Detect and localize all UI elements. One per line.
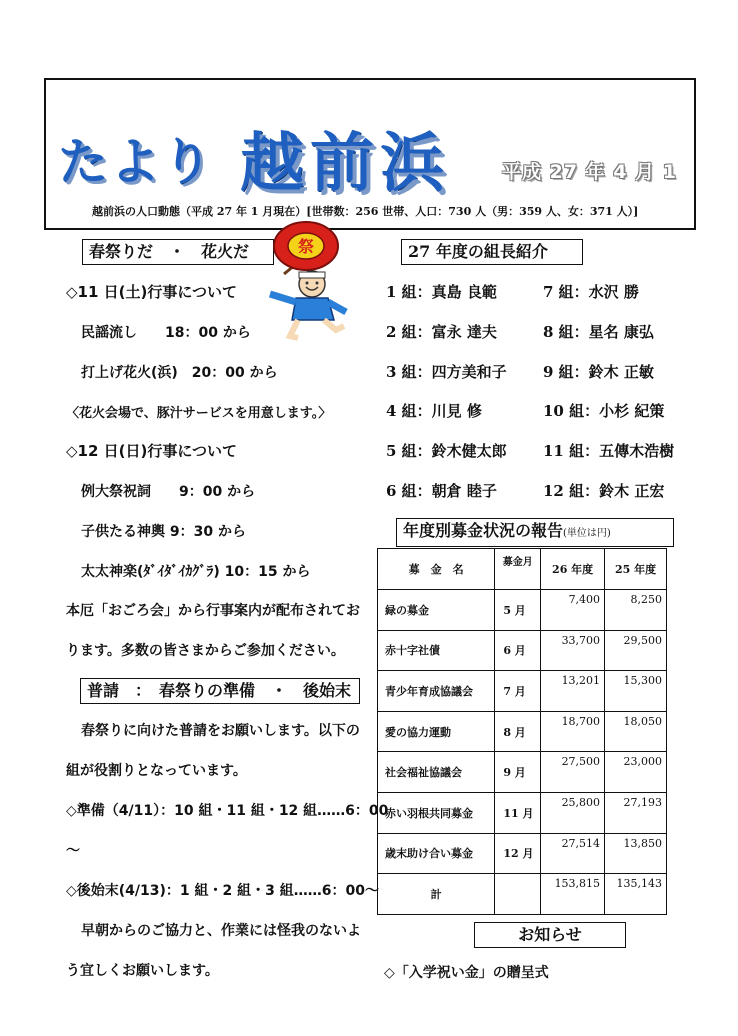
table-total-row xyxy=(378,874,667,915)
fundraising-unit: (単位は円) xyxy=(563,528,611,539)
fund-value-26: 27,500 xyxy=(541,752,605,793)
issue-date: 平成 27 年 4 月 1 xyxy=(502,161,677,183)
svg-text:祭: 祭 xyxy=(297,237,315,256)
fund-value-26: 33,700 xyxy=(541,630,605,671)
table-row xyxy=(378,833,667,874)
fund-name: 赤十字社債 xyxy=(378,630,495,671)
fund-value-26: 7,400 xyxy=(541,590,605,631)
fund-month: 9 月 xyxy=(495,752,541,793)
fund-month: 5 月 xyxy=(495,590,541,631)
leader-entry: 2 組：富永 達夫 xyxy=(386,323,497,341)
day12-item: 太太神楽(ﾀﾞｲﾀﾞｲｶｸﾞﾗ) 10：15 から xyxy=(81,564,311,580)
day11-item: 民謡流し 18：00 から xyxy=(81,325,251,341)
col-header-month: 募金月 xyxy=(495,549,541,590)
fundraising-heading xyxy=(396,518,674,547)
table-row xyxy=(378,792,667,833)
leaders-heading: 27 年度の組長紹介 xyxy=(401,239,583,265)
fund-month: 6 月 xyxy=(495,630,541,671)
leader-entry: 3 組：四方美和子 xyxy=(386,363,507,381)
fund-value-26: 13,201 xyxy=(541,671,605,712)
table-header-row xyxy=(378,549,667,590)
fund-value-26: 25,800 xyxy=(541,792,605,833)
day12-title: ◇12 日(日)行事について xyxy=(66,442,238,460)
leader-entry: 1 組：真島 良範 xyxy=(386,283,497,301)
festival-note: 〈花火会場で、豚汁サービスを用意します。〉 xyxy=(66,406,332,421)
leader-entry: 7 組：水沢 勝 xyxy=(543,283,639,301)
day12-item: 例大祭祝詞 9：00 から xyxy=(81,484,256,500)
fund-value-25: 18,050 xyxy=(605,711,667,752)
fushin-outro: う宜しくお願いします。 xyxy=(66,963,219,979)
col-header-25: 25 年度 xyxy=(605,549,667,590)
fund-name: 社会福祉協議会 xyxy=(378,752,495,793)
fund-total-label: 計 xyxy=(378,874,495,915)
col-header-name: 募 金 名 xyxy=(378,549,495,590)
fund-value-25: 27,193 xyxy=(605,792,667,833)
fund-value-25: 13,850 xyxy=(605,833,667,874)
leader-entry: 12 組：鈴木 正宏 xyxy=(543,482,665,500)
fund-name: 青少年育成協議会 xyxy=(378,671,495,712)
notice-heading: お知らせ xyxy=(474,922,626,948)
festival-closing: 本厄「おごろ会」から行事案内が配布されてお xyxy=(66,603,360,619)
leader-entry: 10 組：小杉 紀策 xyxy=(543,402,665,420)
fund-month: 7 月 xyxy=(495,671,541,712)
population-stats: 越前浜の人口動態（平成 27 年 1 月現在）[世帯数：256 世帯、人口：730 人（男：359 人、女：371 人）] xyxy=(92,205,639,218)
fushin-heading: 普請 ： 春祭りの準備 ・ 後始末 xyxy=(80,678,360,704)
fund-name: 愛の協力運動 xyxy=(378,711,495,752)
col-header-26: 26 年度 xyxy=(541,549,605,590)
fund-month: 11 月 xyxy=(495,792,541,833)
fund-name: 歳末助け合い募金 xyxy=(378,833,495,874)
table-row xyxy=(378,711,667,752)
fund-month: 8 月 xyxy=(495,711,541,752)
fundraising-title: 年度別募金状況の報告 xyxy=(403,521,564,540)
leader-entry: 9 組：鈴木 正敏 xyxy=(543,363,654,381)
title-small: たより xyxy=(58,133,214,191)
fushin-intro: 組が役割りとなっています。 xyxy=(66,763,247,779)
fundraising-table xyxy=(377,548,667,915)
fund-total-26: 153,815 xyxy=(541,874,605,915)
fushin-cleanup: ◇後始末(4/13)：1 組・2 組・3 組……6：00～ xyxy=(66,883,379,899)
day12-item: 子供たる神輿 9：30 から xyxy=(81,524,246,540)
festival-closing: ります。多数の皆さまからご参加ください。 xyxy=(66,643,345,659)
fund-value-26: 18,700 xyxy=(541,711,605,752)
table-row xyxy=(378,590,667,631)
festival-mascot-icon xyxy=(254,212,364,342)
fund-total-25: 135,143 xyxy=(605,874,667,915)
day11-item: 打上げ花火(浜) 20：00 から xyxy=(81,365,278,381)
fushin-outro: 早朝からのご協力と、作業には怪我のないよ xyxy=(81,923,361,939)
fund-value-25: 29,500 xyxy=(605,630,667,671)
fund-total-month xyxy=(495,874,541,915)
leader-entry: 5 組：鈴木健太郎 xyxy=(386,442,507,460)
table-row xyxy=(378,752,667,793)
leader-entry: 6 組：朝倉 睦子 xyxy=(386,482,497,500)
fushin-prep: ◇準備（4/11）：10 組・11 組・12 組……6：00 xyxy=(66,803,389,819)
day11-title: ◇11 日(土)行事について xyxy=(66,283,238,301)
leader-entry: 8 組：星名 康弘 xyxy=(543,323,654,341)
fund-name: 緑の募金 xyxy=(378,590,495,631)
fund-value-25: 23,000 xyxy=(605,752,667,793)
table-row xyxy=(378,671,667,712)
fushin-intro: 春祭りに向けた普請をお願いします。以下の xyxy=(81,723,360,739)
fund-name: 赤い羽根共同募金 xyxy=(378,792,495,833)
fund-month: 12 月 xyxy=(495,833,541,874)
fund-value-25: 15,300 xyxy=(605,671,667,712)
fund-value-26: 27,514 xyxy=(541,833,605,874)
notice-item: ◇「入学祝い金」の贈呈式 xyxy=(384,965,549,981)
leader-entry: 4 組：川見 修 xyxy=(386,402,482,420)
title-large: 越前浜 xyxy=(240,127,450,201)
fushin-prep-cont: ～ xyxy=(66,843,80,859)
festival-heading: 春祭りだ ・ 花火だ xyxy=(82,239,274,265)
fund-value-25: 8,250 xyxy=(605,590,667,631)
table-row xyxy=(378,630,667,671)
leader-entry: 11 組：五傳木浩樹 xyxy=(543,442,675,460)
